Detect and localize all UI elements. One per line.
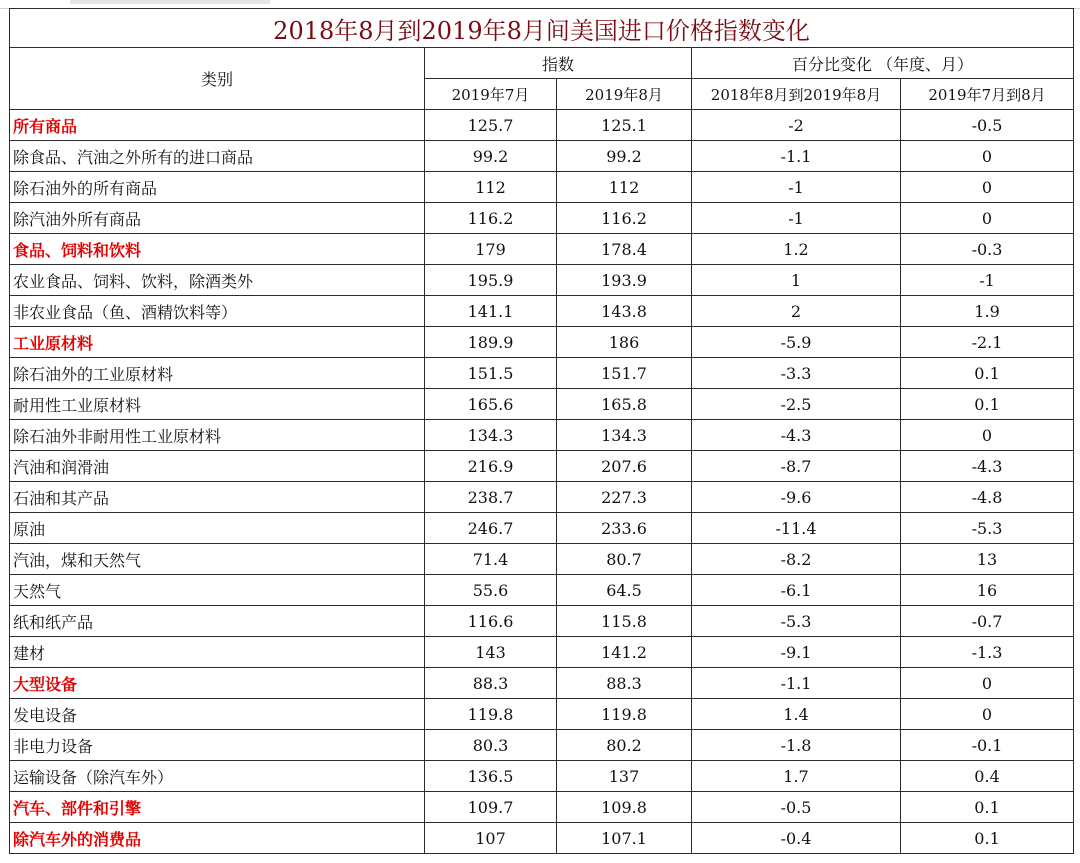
aug-index-cell: 116.2 (557, 203, 692, 234)
mom-change-cell: -2.1 (901, 327, 1074, 358)
mom-change-cell: -0.1 (901, 730, 1074, 761)
jul-index-cell: 165.6 (425, 389, 557, 420)
category-cell: 除汽油外所有商品 (10, 203, 425, 234)
yoy-change-cell: -0.4 (692, 823, 901, 854)
yoy-change-cell: -3.3 (692, 358, 901, 389)
category-cell: 农业食品、饲料、饮料，除酒类外 (10, 265, 425, 296)
category-cell: 发电设备 (10, 699, 425, 730)
yoy-change-cell: -8.2 (692, 544, 901, 575)
category-cell: 工业原材料 (10, 327, 425, 358)
header-aug: 2019年8月 (557, 79, 692, 110)
table-row (10, 606, 1074, 637)
jul-index-cell: 116.2 (425, 203, 557, 234)
header-index: 指数 (425, 48, 692, 79)
aug-index-cell: 99.2 (557, 141, 692, 172)
aug-index-cell: 141.2 (557, 637, 692, 668)
table-row (10, 172, 1074, 203)
category-cell: 除石油外的所有商品 (10, 172, 425, 203)
jul-index-cell: 109.7 (425, 792, 557, 823)
aug-index-cell: 80.2 (557, 730, 692, 761)
table-row (10, 699, 1074, 730)
table-body (10, 110, 1074, 854)
jul-index-cell: 179 (425, 234, 557, 265)
mom-change-cell: 1.9 (901, 296, 1074, 327)
table-row (10, 451, 1074, 482)
category-cell: 汽油，煤和天然气 (10, 544, 425, 575)
aug-index-cell: 233.6 (557, 513, 692, 544)
category-cell: 汽车、部件和引擎 (10, 792, 425, 823)
table-title-row (10, 9, 1074, 48)
table-row (10, 482, 1074, 513)
yoy-change-cell: 1.2 (692, 234, 901, 265)
table-row (10, 575, 1074, 606)
category-cell: 运输设备（除汽车外） (10, 761, 425, 792)
header-yoy: 2018年8月到2019年8月 (692, 79, 901, 110)
mom-change-cell: 0 (901, 141, 1074, 172)
mom-change-cell: 16 (901, 575, 1074, 606)
jul-index-cell: 143 (425, 637, 557, 668)
mom-change-cell: 13 (901, 544, 1074, 575)
header-pct-change: 百分比变化 （年度、月） (692, 48, 1074, 79)
yoy-change-cell: -4.3 (692, 420, 901, 451)
yoy-change-cell: -6.1 (692, 575, 901, 606)
jul-index-cell: 141.1 (425, 296, 557, 327)
table-row (10, 730, 1074, 761)
jul-index-cell: 195.9 (425, 265, 557, 296)
category-cell: 非农业食品（鱼、酒精饮料等） (10, 296, 425, 327)
header-jul: 2019年7月 (425, 79, 557, 110)
mom-change-cell: -0.7 (901, 606, 1074, 637)
table-row (10, 389, 1074, 420)
category-cell: 耐用性工业原材料 (10, 389, 425, 420)
table-row (10, 823, 1074, 854)
aug-index-cell: 109.8 (557, 792, 692, 823)
table-row (10, 544, 1074, 575)
aug-index-cell: 165.8 (557, 389, 692, 420)
jul-index-cell: 238.7 (425, 482, 557, 513)
mom-change-cell: 0 (901, 172, 1074, 203)
aug-index-cell: 112 (557, 172, 692, 203)
yoy-change-cell: -2 (692, 110, 901, 141)
jul-index-cell: 116.6 (425, 606, 557, 637)
aug-index-cell: 227.3 (557, 482, 692, 513)
jul-index-cell: 136.5 (425, 761, 557, 792)
header-mom: 2019年7月到8月 (901, 79, 1074, 110)
mom-change-cell: 0.4 (901, 761, 1074, 792)
jul-index-cell: 151.5 (425, 358, 557, 389)
yoy-change-cell: -5.9 (692, 327, 901, 358)
mom-change-cell: -1 (901, 265, 1074, 296)
jul-index-cell: 189.9 (425, 327, 557, 358)
category-cell: 纸和纸产品 (10, 606, 425, 637)
yoy-change-cell: -1 (692, 172, 901, 203)
aug-index-cell: 64.5 (557, 575, 692, 606)
table-row (10, 420, 1074, 451)
table-row (10, 327, 1074, 358)
yoy-change-cell: -0.5 (692, 792, 901, 823)
category-cell: 食品、饲料和饮料 (10, 234, 425, 265)
category-cell: 天然气 (10, 575, 425, 606)
jul-index-cell: 112 (425, 172, 557, 203)
yoy-change-cell: -9.6 (692, 482, 901, 513)
mom-change-cell: 0.1 (901, 823, 1074, 854)
table-row (10, 513, 1074, 544)
import-price-index-table (9, 8, 1074, 854)
mom-change-cell: -1.3 (901, 637, 1074, 668)
yoy-change-cell: -1.8 (692, 730, 901, 761)
aug-index-cell: 207.6 (557, 451, 692, 482)
jul-index-cell: 88.3 (425, 668, 557, 699)
jul-index-cell: 99.2 (425, 141, 557, 172)
aug-index-cell: 137 (557, 761, 692, 792)
mom-change-cell: 0 (901, 203, 1074, 234)
table-row (10, 296, 1074, 327)
mom-change-cell: -4.8 (901, 482, 1074, 513)
header-row-1 (10, 48, 1074, 79)
yoy-change-cell: 2 (692, 296, 901, 327)
yoy-change-cell: -11.4 (692, 513, 901, 544)
mom-change-cell: 0 (901, 420, 1074, 451)
aug-index-cell: 125.1 (557, 110, 692, 141)
mom-change-cell: -0.3 (901, 234, 1074, 265)
mom-change-cell: 0.1 (901, 792, 1074, 823)
table-row (10, 668, 1074, 699)
table-title: 2018年8月到2019年8月间美国进口价格指数变化 (10, 9, 1074, 48)
faded-toolbar-remnant (70, 0, 270, 4)
category-cell: 石油和其产品 (10, 482, 425, 513)
category-cell: 除汽车外的消费品 (10, 823, 425, 854)
table-row (10, 792, 1074, 823)
yoy-change-cell: -1 (692, 203, 901, 234)
category-cell: 大型设备 (10, 668, 425, 699)
yoy-change-cell: -5.3 (692, 606, 901, 637)
header-category: 类别 (10, 48, 425, 110)
mom-change-cell: 0.1 (901, 389, 1074, 420)
aug-index-cell: 178.4 (557, 234, 692, 265)
yoy-change-cell: -1.1 (692, 141, 901, 172)
table-row (10, 203, 1074, 234)
table-row (10, 358, 1074, 389)
mom-change-cell: 0 (901, 699, 1074, 730)
category-cell: 除石油外非耐用性工业原材料 (10, 420, 425, 451)
jul-index-cell: 216.9 (425, 451, 557, 482)
category-cell: 建材 (10, 637, 425, 668)
jul-index-cell: 71.4 (425, 544, 557, 575)
aug-index-cell: 107.1 (557, 823, 692, 854)
aug-index-cell: 115.8 (557, 606, 692, 637)
yoy-change-cell: 1.7 (692, 761, 901, 792)
aug-index-cell: 88.3 (557, 668, 692, 699)
aug-index-cell: 193.9 (557, 265, 692, 296)
mom-change-cell: -0.5 (901, 110, 1074, 141)
table-row (10, 110, 1074, 141)
category-cell: 除食品、汽油之外所有的进口商品 (10, 141, 425, 172)
aug-index-cell: 143.8 (557, 296, 692, 327)
category-cell: 除石油外的工业原材料 (10, 358, 425, 389)
yoy-change-cell: -2.5 (692, 389, 901, 420)
mom-change-cell: 0.1 (901, 358, 1074, 389)
jul-index-cell: 55.6 (425, 575, 557, 606)
aug-index-cell: 80.7 (557, 544, 692, 575)
jul-index-cell: 119.8 (425, 699, 557, 730)
jul-index-cell: 134.3 (425, 420, 557, 451)
mom-change-cell: 0 (901, 668, 1074, 699)
jul-index-cell: 125.7 (425, 110, 557, 141)
category-cell: 所有商品 (10, 110, 425, 141)
mom-change-cell: -4.3 (901, 451, 1074, 482)
table-row (10, 265, 1074, 296)
category-cell: 汽油和润滑油 (10, 451, 425, 482)
yoy-change-cell: -9.1 (692, 637, 901, 668)
table-row (10, 141, 1074, 172)
aug-index-cell: 119.8 (557, 699, 692, 730)
jul-index-cell: 80.3 (425, 730, 557, 761)
aug-index-cell: 134.3 (557, 420, 692, 451)
jul-index-cell: 246.7 (425, 513, 557, 544)
yoy-change-cell: 1 (692, 265, 901, 296)
category-cell: 原油 (10, 513, 425, 544)
table-row (10, 761, 1074, 792)
aug-index-cell: 186 (557, 327, 692, 358)
mom-change-cell: -5.3 (901, 513, 1074, 544)
yoy-change-cell: 1.4 (692, 699, 901, 730)
yoy-change-cell: -1.1 (692, 668, 901, 699)
table-row (10, 637, 1074, 668)
yoy-change-cell: -8.7 (692, 451, 901, 482)
category-cell: 非电力设备 (10, 730, 425, 761)
table-row (10, 234, 1074, 265)
jul-index-cell: 107 (425, 823, 557, 854)
aug-index-cell: 151.7 (557, 358, 692, 389)
